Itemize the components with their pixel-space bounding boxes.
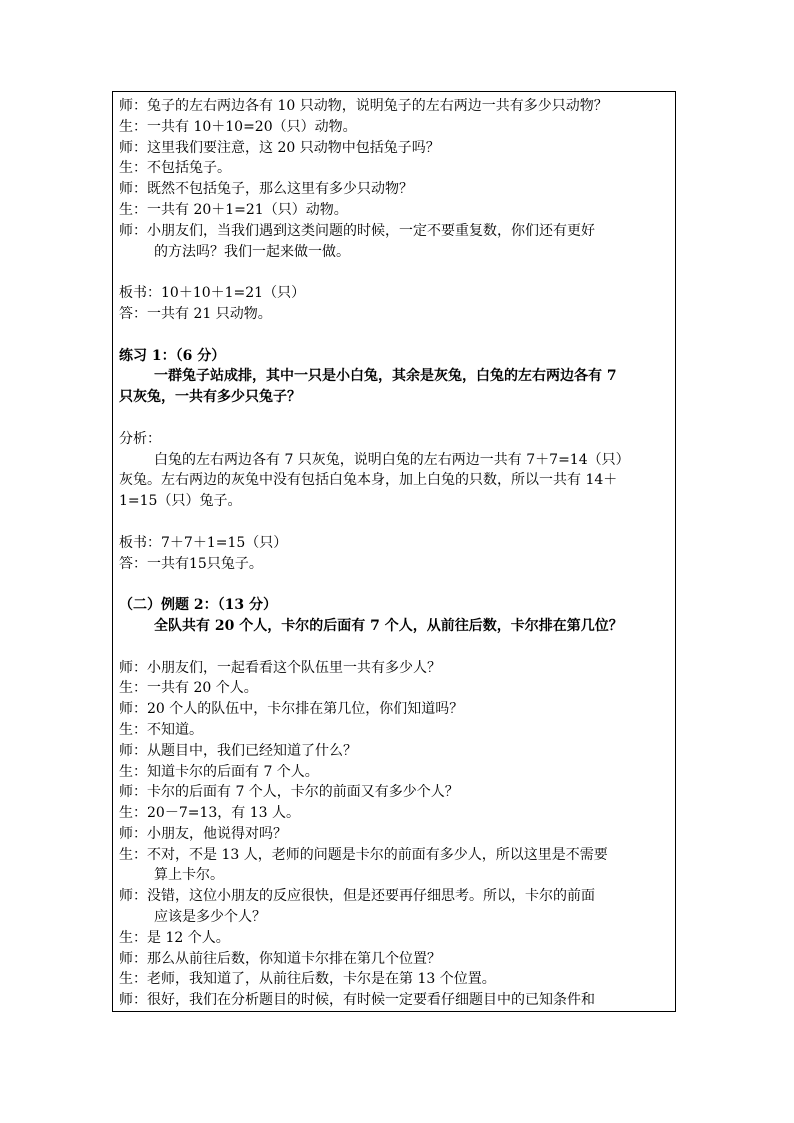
text-line: 白兔的左右两边各有 7 只灰兔，说明白兔的左右两边一共有 7＋7=14（只） [154, 451, 630, 468]
text-line: 生：20－7=13，有 13 人。 [119, 805, 300, 822]
blank-line [119, 262, 673, 283]
blank-line [119, 325, 673, 346]
text-line: 生：一共有 20 个人。 [119, 680, 258, 697]
blank-line [119, 637, 673, 658]
text-line: 生：是 12 个人。 [119, 929, 230, 946]
text-line: 生：不包括兔子。 [119, 160, 231, 177]
text-line: 师：小朋友，他说得对吗？ [119, 825, 287, 842]
text-line: 师：没错，这位小朋友的反应很快，但是还要再仔细思考。所以，卡尔的前面 [119, 888, 595, 905]
text-line: 师：20 个人的队伍中，卡尔排在第几位，你们知道吗？ [119, 701, 464, 718]
text-line: 生：知道卡尔的后面有 7 个人。 [119, 763, 319, 780]
text-line: 生：不对，不是 13 人，老师的问题是卡尔的前面有多少人，所以这里是不需要 [119, 846, 608, 863]
text-line: 师：卡尔的后面有 7 个人，卡尔的前面又有多少个人？ [119, 784, 459, 801]
text-line: 师：既然不包括兔子，那么这里有多少只动物？ [119, 181, 413, 198]
exercise-problem: 一群兔子站成排，其中一只是小白兔，其余是灰兔，白兔的左右两边各有 7 [154, 368, 617, 385]
text-line: 生：一共有 10＋10=20（只）动物。 [119, 118, 357, 135]
text-line: 生：一共有 20＋1=21（只）动物。 [119, 201, 348, 218]
text-line: 答：一共有15只兔子。 [119, 555, 263, 572]
text-line: 师：很好，我们在分析题目的时候，有时候一定要看仔细题目中的已知条件和 [119, 992, 595, 1009]
analysis-label: 分析： [119, 430, 161, 447]
text-line: 师：小朋友们，当我们遇到这类问题的时候，一定不要重复数，你们还有更好 [119, 222, 595, 239]
blank-line [119, 408, 673, 429]
lesson-content [119, 96, 673, 1011]
lesson-table-cell [112, 91, 676, 1012]
exercise-heading: 练习 1：（6 分） [119, 347, 226, 364]
blank-line [119, 574, 673, 595]
example-problem: 全队共有 20 个人，卡尔的后面有 7 个人，从前往后数，卡尔排在第几位？ [154, 617, 623, 634]
text-line: 师：兔子的左右两边各有 10 只动物，说明兔子的左右两边一共有多少只动物？ [119, 98, 608, 114]
text-line: 师：小朋友们，一起看看这个队伍里一共有多少人？ [119, 659, 441, 676]
text-line: 答：一共有 21 只动物。 [119, 305, 272, 322]
exercise-problem-cont: 只灰兔，一共有多少只兔子？ [119, 389, 301, 406]
text-line: 灰兔。左右两边的灰兔中没有包括白兔本身，加上白兔的只数，所以一共有 14＋ [119, 472, 618, 489]
text-line: 的方法吗？我们一起来做一做。 [154, 243, 350, 260]
text-line: 师：从题目中，我们已经知道了什么？ [119, 742, 357, 759]
text-line: 应该是多少个人？ [154, 909, 266, 926]
example-heading: （二）例题 2：（13 分） [119, 597, 277, 614]
text-line: 师：这里我们要注意，这 20 只动物中包括兔子吗？ [119, 139, 440, 156]
text-line: 生：不知道。 [119, 721, 203, 738]
text-line: 生：老师，我知道了，从前往后数，卡尔是在第 13 个位置。 [119, 971, 496, 988]
blank-line [119, 512, 673, 533]
text-line: 师：那么从前往后数，你知道卡尔排在第几个位置？ [119, 950, 441, 967]
text-line: 算上卡尔。 [154, 867, 224, 884]
text-line: 1=15（只）兔子。 [119, 493, 242, 510]
text-line: 板书：10＋10＋1=21（只） [119, 285, 306, 302]
text-line: 板书：7＋7＋1=15（只） [119, 534, 288, 551]
